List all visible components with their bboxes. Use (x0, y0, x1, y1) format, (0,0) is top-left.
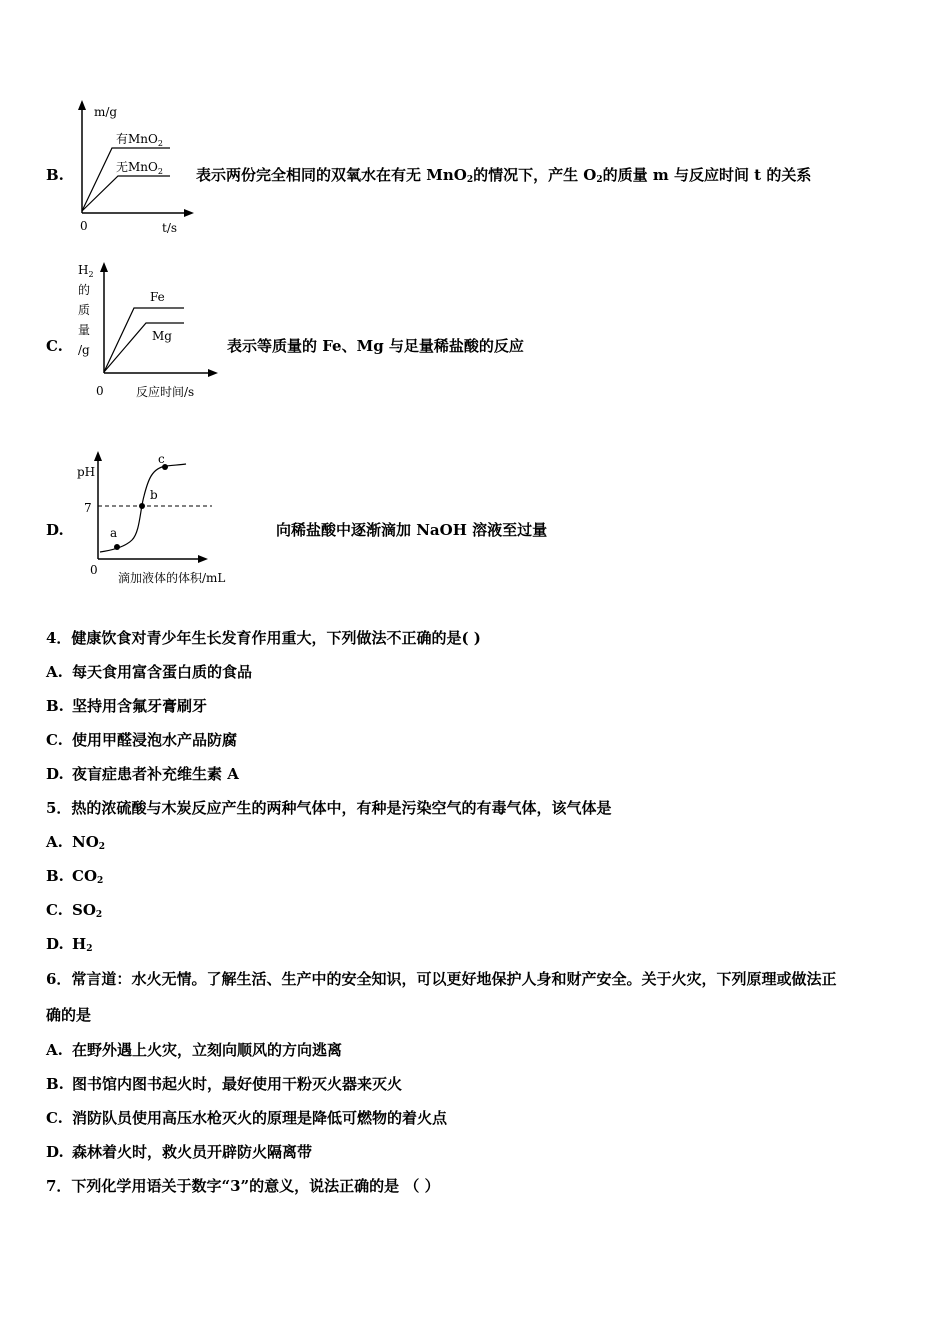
q3-option-c-desc: 表示等质量的 Fe、Mg 与足量稀盐酸的反应 (227, 337, 524, 355)
q3-option-b-letter: B. (46, 166, 64, 184)
d-seven: 7 (84, 501, 92, 515)
c-y-label-2: 的 (78, 283, 91, 297)
q5-option-b: B. $CO_2$ (46, 867, 104, 886)
b-curve-without-label: 无MnO$_2$ (116, 160, 163, 176)
b-x-label: t/s (162, 221, 178, 235)
q5-stem: 5．热的浓硫酸与木炭反应产生的两种气体中，有种是污染空气的有毒气体，该气体是 (46, 799, 612, 817)
q4-option-a: A. 每天食用富含蛋白质的食品 (46, 663, 253, 681)
q6-stem-line2: 确的是 (46, 1006, 92, 1024)
d-point-a (114, 544, 120, 550)
b-curve-without (82, 176, 170, 211)
d-point-b (139, 503, 145, 509)
c-x-label: 反应时间/s (136, 385, 195, 399)
q4-stem: 4．健康饮食对青少年生长发育作用重大，下列做法不正确的是( ) (46, 629, 481, 647)
q6-option-d: D. 森林着火时，救火员开辟防火隔离带 (46, 1143, 313, 1161)
b-origin: 0 (80, 219, 88, 233)
q5-option-c: C. $SO_2$ (46, 901, 103, 920)
q6-option-a: A. 在野外遇上火灾，立刻向顺风的方向逃离 (46, 1041, 343, 1059)
c-y-label-4: 量 (78, 323, 91, 337)
q3-option-d-letter: D. (46, 521, 64, 539)
q3-option-d-chart (74, 446, 274, 591)
d-origin: 0 (90, 563, 98, 577)
b-y-label: m/g (94, 105, 118, 119)
b-curve-with (82, 148, 170, 211)
c-y-label-3: 质 (78, 303, 91, 317)
b-curve-with-label: 有MnO$_2$ (116, 132, 163, 148)
d-x-label: 滴加液体的体积/mL (118, 571, 226, 585)
d-point-b-label: b (150, 488, 158, 502)
q3-option-b-chart (70, 98, 200, 238)
d-point-a-label: a (110, 526, 118, 540)
d-point-c-label: c (158, 452, 165, 466)
q3-option-c-letter: C. (46, 337, 63, 355)
q4-option-d: D. 夜盲症患者补充维生素 A (46, 765, 239, 783)
q3-option-c-chart (74, 260, 224, 405)
c-y-label-1: $H_2$ (78, 263, 94, 279)
q3-option-b-desc: 表示两份完全相同的双氧水在有无 MnO$_2$的情况下，产生 $O_2$的质量 m 与反应时间 t 的关系 (196, 166, 812, 185)
q3-option-d-desc: 向稀盐酸中逐渐滴加 NaOH 溶液至过量 (276, 521, 548, 539)
q6-option-c: C. 消防队员使用高压水枪灭火的原理是降低可燃物的着火点 (46, 1109, 448, 1127)
q4-option-c: C. 使用甲醛浸泡水产品防腐 (46, 731, 238, 749)
c-y-label-5: /g (78, 343, 90, 357)
q7-stem: 7．下列化学用语关于数字“3”的意义，说法正确的是 （ ） (46, 1177, 440, 1195)
q6-option-b: B. 图书馆内图书起火时，最好使用干粉灭火器来灭火 (46, 1075, 403, 1093)
c-curve-mg-label: Mg (152, 329, 172, 343)
q5-option-d: D. $H_2$ (46, 935, 93, 954)
q5-option-a: A. $NO_2$ (46, 833, 106, 852)
d-y-label: pH (77, 465, 96, 479)
c-origin: 0 (96, 384, 104, 398)
q4-option-b: B. 坚持用含氟牙膏刷牙 (46, 697, 208, 715)
c-curve-fe-label: Fe (150, 290, 165, 304)
q6-stem-line1: 6．常言道：水火无情。了解生活、生产中的安全知识，可以更好地保护人身和财产安全。关于火灾，下列原理或做法正 (46, 970, 837, 988)
c-curve-fe (104, 308, 184, 372)
